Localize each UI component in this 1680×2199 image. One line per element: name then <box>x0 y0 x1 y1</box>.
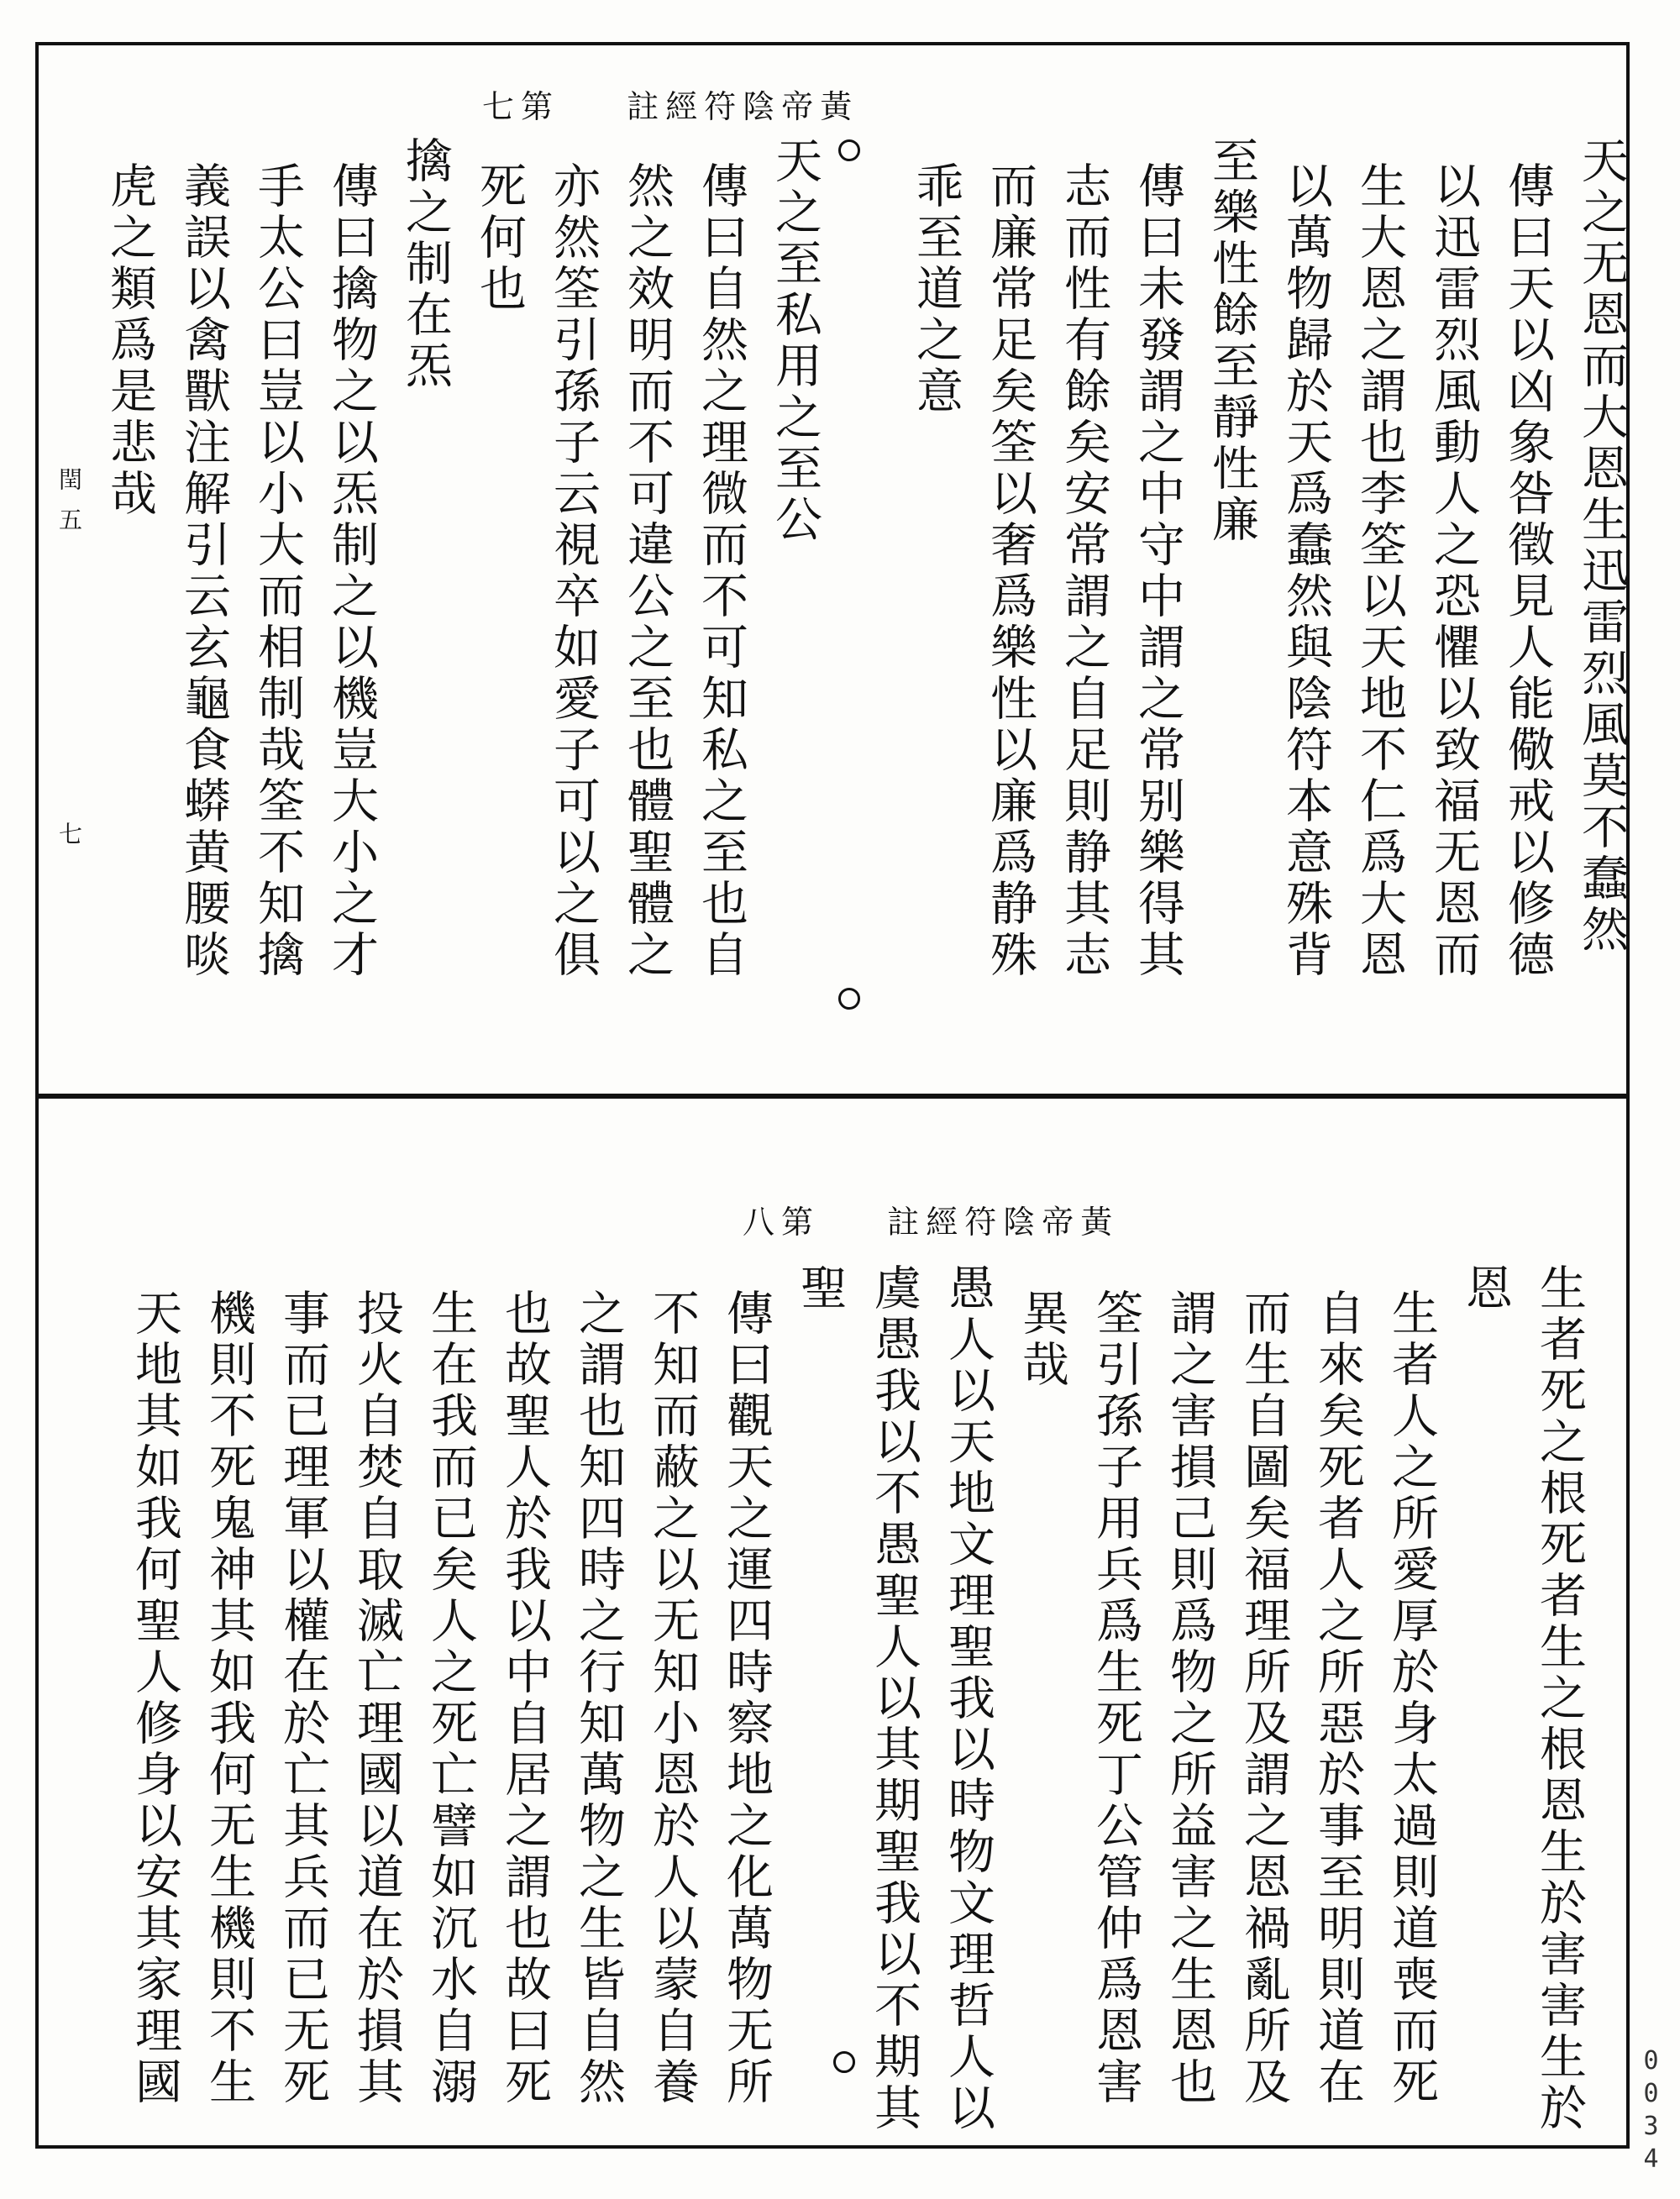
text-column: 亦然筌引孫子云視卒如愛子可以之俱 <box>546 161 601 981</box>
text-column: 自來矣死者人之所惡於事至明則道在 <box>1310 1288 1365 2108</box>
text-column: 擒之制在炁 <box>398 136 453 392</box>
text-column: 不知而蔽之以无知小恩於人以蒙自養 <box>645 1288 700 2108</box>
text-column: 虎之類爲是悲哉 <box>102 161 157 520</box>
text-column: 天之至私用之至公 <box>768 136 822 546</box>
bottom-page <box>39 1099 1626 2145</box>
text-column: 傳曰天以凶象咎徵見人能儆戒以修德 <box>1500 161 1555 981</box>
text-column: 生大恩之謂也李筌以天地不仁爲大恩 <box>1352 161 1407 981</box>
margin-note: 閏五 <box>55 467 83 548</box>
text-column: 生在我而已矣人之死亡譬如沉水自溺 <box>423 1288 478 2108</box>
text-column: 生者人之所愛厚於身太過則道喪而死 <box>1384 1288 1439 2108</box>
text-column: 聖 <box>793 1263 848 1315</box>
text-column: 然之效明而不可違公之至也體聖體之 <box>620 161 675 981</box>
text-column: 死何也 <box>472 161 527 315</box>
text-column: 義誤以禽獸注解引云玄龜食蟒黄腰啖 <box>176 161 231 981</box>
text-column: 謂之害損己則爲物之所益害之生恩也 <box>1163 1288 1217 2108</box>
text-column: 手太公曰豈以小大而相制哉筌不知擒 <box>250 161 305 981</box>
top-page-label: 第七 <box>482 88 560 125</box>
bottom-page-label: 第八 <box>743 1204 821 1241</box>
text-column: 天地其如我何聖人修身以安其家理國 <box>128 1288 182 2108</box>
text-column: 天之无恩而大恩生迅雷烈風莫不蠢然 <box>1574 136 1629 956</box>
page-number: 0034 <box>1636 2046 1666 2177</box>
text-column: 傳曰自然之理微而不可知私之至也自 <box>694 161 748 981</box>
bottom-page-title: 黃帝陰符經註 <box>887 1204 1120 1241</box>
margin-page-number: 七 <box>55 821 83 862</box>
text-column: 之謂也知四時之行知萬物之生皆自然 <box>571 1288 626 2108</box>
text-column: 筌引孫子用兵爲生死丁公管仲爲恩害 <box>1089 1288 1143 2108</box>
text-column: 至樂性餘至靜性廉 <box>1205 136 1259 546</box>
top-page <box>39 45 1629 1094</box>
text-column: 乖至道之意 <box>909 161 963 417</box>
text-column: 傳曰未發謂之中守中謂之常别樂得其 <box>1131 161 1185 981</box>
text-column: 而生自圖矣福理所及謂之恩禍亂所及 <box>1236 1288 1291 2108</box>
text-column: 傳曰擒物之以炁制之以機豈大小之才 <box>324 161 379 981</box>
text-column: 志而性有餘矣安常謂之自足則静其志 <box>1057 161 1111 981</box>
bottom-page-header <box>743 1196 1119 1242</box>
text-column: 生者死之根死者生之根恩生於害害生於 <box>1532 1263 1587 2134</box>
text-column: 也故聖人於我以中自居之謂也故曰死 <box>497 1288 552 2108</box>
circle-marker <box>838 139 860 161</box>
circle-marker <box>833 2051 855 2073</box>
text-column: 機則不死鬼神其如我何无生機則不生 <box>202 1288 256 2108</box>
text-column: 而廉常足矣筌以奢爲樂性以廉爲静殊 <box>983 161 1037 981</box>
text-column: 事而已理軍以權在於亡其兵而已无死 <box>276 1288 330 2108</box>
circle-marker <box>838 988 860 1010</box>
top-page-header <box>482 81 858 127</box>
text-column: 虞愚我以不愚聖人以其期聖我以不期其 <box>867 1263 921 2134</box>
text-column: 以迅雷烈風動人之恐懼以致福无恩而 <box>1426 161 1481 981</box>
text-column: 異哉 <box>1015 1288 1069 1391</box>
text-column: 投火自焚自取滅亡理國以道在於損其 <box>349 1288 404 2108</box>
text-column: 愚人以天地文理聖我以時物文理哲人以 <box>941 1263 995 2134</box>
top-page-title: 黃帝陰符經註 <box>627 88 859 125</box>
text-column: 傳曰觀天之運四時察地之化萬物无所 <box>719 1288 774 2108</box>
text-column: 以萬物歸於天爲蠢然與陰符本意殊背 <box>1278 161 1333 981</box>
text-column: 恩 <box>1458 1263 1513 1315</box>
